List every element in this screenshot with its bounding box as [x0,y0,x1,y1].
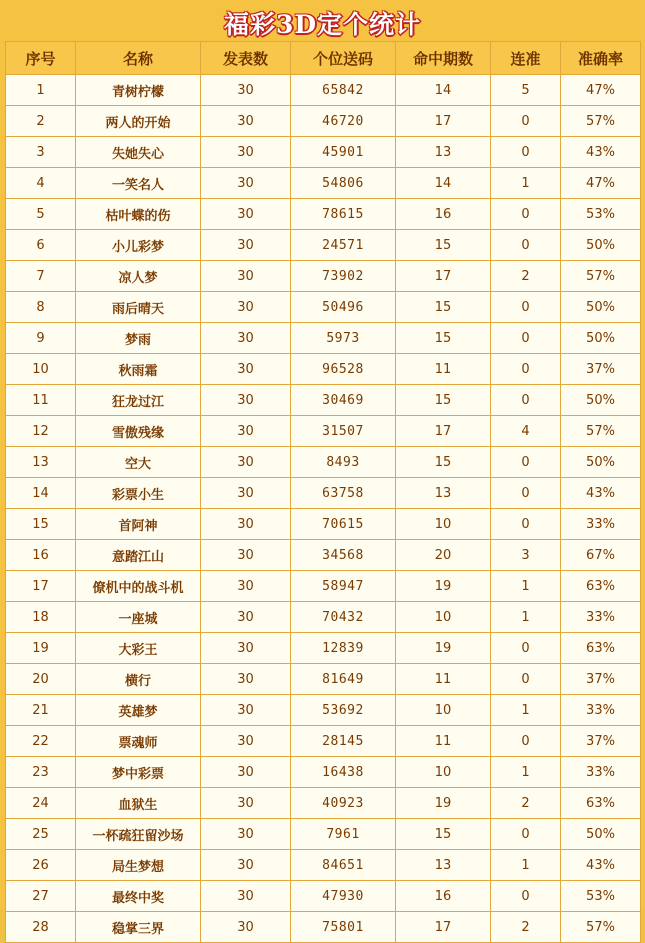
table-row [6,788,641,819]
cell-name: 一杯疏狂留沙场 [76,819,201,850]
cell-code: 47930 [291,881,396,912]
cell-hit-periods: 15 [396,323,491,354]
cell-accuracy: 37% [561,726,641,757]
cell-hit-periods: 11 [396,726,491,757]
cell-accuracy: 33% [561,695,641,726]
table-row [6,540,641,571]
cell-name: 凉人梦 [76,261,201,292]
cell-code: 70615 [291,509,396,540]
cell-code: 30469 [291,385,396,416]
cell-hit-periods: 10 [396,757,491,788]
cell-code: 78615 [291,199,396,230]
table-row [6,881,641,912]
cell-streak: 0 [491,323,561,354]
cell-streak: 0 [491,199,561,230]
cell-index: 3 [6,137,76,168]
cell-hit-periods: 16 [396,199,491,230]
cell-name: 空大 [76,447,201,478]
cell-streak: 0 [491,137,561,168]
cell-name: 失她失心 [76,137,201,168]
cell-index: 9 [6,323,76,354]
cell-hit-periods: 16 [396,881,491,912]
cell-streak: 0 [491,447,561,478]
cell-index: 1 [6,75,76,106]
cell-accuracy: 37% [561,664,641,695]
table-row [6,106,641,137]
cell-streak: 1 [491,695,561,726]
cell-publish-count: 30 [201,695,291,726]
cell-hit-periods: 19 [396,633,491,664]
table-header-row [6,42,641,75]
cell-accuracy: 50% [561,819,641,850]
cell-index: 12 [6,416,76,447]
cell-publish-count: 30 [201,447,291,478]
cell-streak: 0 [491,230,561,261]
column-header-accuracy: 准确率 [561,42,641,75]
cell-streak: 0 [491,385,561,416]
cell-name: 小儿彩梦 [76,230,201,261]
cell-publish-count: 30 [201,850,291,881]
cell-name: 梦雨 [76,323,201,354]
cell-hit-periods: 19 [396,788,491,819]
cell-index: 18 [6,602,76,633]
cell-index: 20 [6,664,76,695]
cell-code: 31507 [291,416,396,447]
cell-name: 彩票小生 [76,478,201,509]
cell-hit-periods: 10 [396,695,491,726]
cell-hit-periods: 15 [396,292,491,323]
cell-name: 秋雨霜 [76,354,201,385]
cell-publish-count: 30 [201,881,291,912]
cell-publish-count: 30 [201,168,291,199]
cell-streak: 1 [491,602,561,633]
cell-hit-periods: 10 [396,509,491,540]
cell-streak: 0 [491,633,561,664]
cell-code: 70432 [291,602,396,633]
table-row [6,633,641,664]
cell-code: 5973 [291,323,396,354]
cell-index: 5 [6,199,76,230]
cell-index: 10 [6,354,76,385]
cell-index: 17 [6,571,76,602]
cell-accuracy: 33% [561,757,641,788]
cell-name: 雨后晴天 [76,292,201,323]
cell-index: 11 [6,385,76,416]
cell-streak: 0 [491,819,561,850]
cell-index: 21 [6,695,76,726]
cell-accuracy: 43% [561,850,641,881]
cell-accuracy: 57% [561,912,641,943]
cell-code: 34568 [291,540,396,571]
cell-accuracy: 53% [561,881,641,912]
cell-hit-periods: 15 [396,819,491,850]
cell-accuracy: 63% [561,633,641,664]
cell-name: 稳掌三界 [76,912,201,943]
cell-name: 意踏江山 [76,540,201,571]
table-row [6,354,641,385]
cell-accuracy: 63% [561,788,641,819]
cell-publish-count: 30 [201,912,291,943]
table-row [6,292,641,323]
table-row [6,509,641,540]
cell-publish-count: 30 [201,106,291,137]
table-row [6,912,641,943]
cell-accuracy: 57% [561,106,641,137]
statistics-table [5,41,641,943]
cell-code: 8493 [291,447,396,478]
cell-code: 28145 [291,726,396,757]
page-title: 福彩3D定个统计 [223,10,422,39]
cell-index: 16 [6,540,76,571]
table-row [6,323,641,354]
cell-hit-periods: 14 [396,168,491,199]
cell-publish-count: 30 [201,509,291,540]
cell-hit-periods: 10 [396,602,491,633]
table-row [6,726,641,757]
table-row [6,416,641,447]
cell-publish-count: 30 [201,75,291,106]
cell-hit-periods: 17 [396,912,491,943]
cell-name: 一座城 [76,602,201,633]
cell-publish-count: 30 [201,292,291,323]
title-bar [5,5,640,41]
cell-index: 27 [6,881,76,912]
cell-code: 12839 [291,633,396,664]
cell-index: 13 [6,447,76,478]
cell-accuracy: 37% [561,354,641,385]
cell-streak: 0 [491,726,561,757]
cell-hit-periods: 15 [396,447,491,478]
cell-index: 7 [6,261,76,292]
cell-name: 首阿神 [76,509,201,540]
column-header-hit-periods: 命中期数 [396,42,491,75]
cell-streak: 4 [491,416,561,447]
cell-publish-count: 30 [201,540,291,571]
cell-code: 50496 [291,292,396,323]
cell-name: 青树柠檬 [76,75,201,106]
cell-code: 45901 [291,137,396,168]
column-header-index: 序号 [6,42,76,75]
cell-hit-periods: 17 [396,416,491,447]
table-row [6,385,641,416]
cell-hit-periods: 13 [396,850,491,881]
cell-index: 28 [6,912,76,943]
column-header-name: 名称 [76,42,201,75]
cell-index: 24 [6,788,76,819]
cell-streak: 0 [491,106,561,137]
cell-publish-count: 30 [201,385,291,416]
cell-name: 局生梦想 [76,850,201,881]
cell-code: 96528 [291,354,396,385]
table-body [6,75,641,943]
cell-streak: 0 [491,509,561,540]
cell-hit-periods: 11 [396,664,491,695]
cell-hit-periods: 17 [396,261,491,292]
cell-index: 4 [6,168,76,199]
cell-streak: 1 [491,850,561,881]
cell-code: 24571 [291,230,396,261]
table-row [6,695,641,726]
cell-publish-count: 30 [201,633,291,664]
column-header-publish-count: 发表数 [201,42,291,75]
cell-code: 16438 [291,757,396,788]
cell-streak: 3 [491,540,561,571]
cell-streak: 0 [491,664,561,695]
table-row [6,850,641,881]
cell-index: 23 [6,757,76,788]
cell-accuracy: 57% [561,261,641,292]
cell-publish-count: 30 [201,323,291,354]
cell-publish-count: 30 [201,261,291,292]
cell-accuracy: 53% [561,199,641,230]
cell-index: 14 [6,478,76,509]
table-row [6,168,641,199]
cell-publish-count: 30 [201,819,291,850]
table-row [6,261,641,292]
cell-accuracy: 50% [561,385,641,416]
cell-name: 僚机中的战斗机 [76,571,201,602]
cell-index: 19 [6,633,76,664]
cell-code: 63758 [291,478,396,509]
cell-code: 40923 [291,788,396,819]
cell-accuracy: 67% [561,540,641,571]
cell-hit-periods: 17 [396,106,491,137]
cell-streak: 0 [491,881,561,912]
cell-streak: 2 [491,261,561,292]
cell-accuracy: 50% [561,447,641,478]
cell-publish-count: 30 [201,199,291,230]
cell-accuracy: 33% [561,602,641,633]
cell-accuracy: 50% [561,323,641,354]
cell-name: 雪傲残缘 [76,416,201,447]
cell-index: 2 [6,106,76,137]
cell-code: 7961 [291,819,396,850]
cell-publish-count: 30 [201,602,291,633]
cell-name: 梦中彩票 [76,757,201,788]
cell-accuracy: 43% [561,478,641,509]
cell-name: 一笑名人 [76,168,201,199]
cell-hit-periods: 19 [396,571,491,602]
table-row [6,602,641,633]
cell-streak: 1 [491,571,561,602]
table-header [6,42,641,75]
cell-accuracy: 50% [561,230,641,261]
cell-publish-count: 30 [201,757,291,788]
cell-accuracy: 43% [561,137,641,168]
cell-code: 46720 [291,106,396,137]
cell-streak: 1 [491,757,561,788]
cell-code: 54806 [291,168,396,199]
cell-streak: 0 [491,292,561,323]
cell-name: 大彩王 [76,633,201,664]
cell-publish-count: 30 [201,571,291,602]
cell-code: 53692 [291,695,396,726]
cell-name: 英雄梦 [76,695,201,726]
cell-accuracy: 50% [561,292,641,323]
cell-hit-periods: 13 [396,478,491,509]
cell-name: 票魂师 [76,726,201,757]
cell-code: 58947 [291,571,396,602]
cell-hit-periods: 14 [396,75,491,106]
table-row [6,230,641,261]
cell-name: 最终中奖 [76,881,201,912]
cell-code: 75801 [291,912,396,943]
cell-accuracy: 33% [561,509,641,540]
cell-publish-count: 30 [201,664,291,695]
cell-publish-count: 30 [201,137,291,168]
cell-streak: 5 [491,75,561,106]
cell-hit-periods: 20 [396,540,491,571]
cell-hit-periods: 15 [396,385,491,416]
cell-streak: 2 [491,788,561,819]
column-header-code: 个位送码 [291,42,396,75]
cell-publish-count: 30 [201,788,291,819]
cell-accuracy: 63% [561,571,641,602]
cell-index: 8 [6,292,76,323]
cell-publish-count: 30 [201,726,291,757]
table-row [6,478,641,509]
table-row [6,757,641,788]
cell-code: 65842 [291,75,396,106]
table-row [6,571,641,602]
cell-name: 两人的开始 [76,106,201,137]
cell-name: 血狱生 [76,788,201,819]
cell-index: 15 [6,509,76,540]
cell-publish-count: 30 [201,416,291,447]
cell-streak: 0 [491,478,561,509]
cell-accuracy: 57% [561,416,641,447]
table-row [6,137,641,168]
cell-index: 22 [6,726,76,757]
table-row [6,447,641,478]
cell-name: 狂龙过江 [76,385,201,416]
cell-accuracy: 47% [561,75,641,106]
cell-publish-count: 30 [201,230,291,261]
cell-index: 6 [6,230,76,261]
cell-code: 84651 [291,850,396,881]
cell-streak: 1 [491,168,561,199]
column-header-streak: 连准 [491,42,561,75]
cell-streak: 0 [491,354,561,385]
cell-name: 横行 [76,664,201,695]
table-row [6,199,641,230]
cell-accuracy: 47% [561,168,641,199]
cell-streak: 2 [491,912,561,943]
cell-code: 73902 [291,261,396,292]
table-row [6,664,641,695]
cell-hit-periods: 13 [396,137,491,168]
cell-publish-count: 30 [201,354,291,385]
cell-name: 枯叶蝶的伤 [76,199,201,230]
table-row [6,75,641,106]
cell-code: 81649 [291,664,396,695]
cell-hit-periods: 11 [396,354,491,385]
cell-index: 26 [6,850,76,881]
cell-index: 25 [6,819,76,850]
table-row [6,819,641,850]
cell-hit-periods: 15 [396,230,491,261]
cell-publish-count: 30 [201,478,291,509]
